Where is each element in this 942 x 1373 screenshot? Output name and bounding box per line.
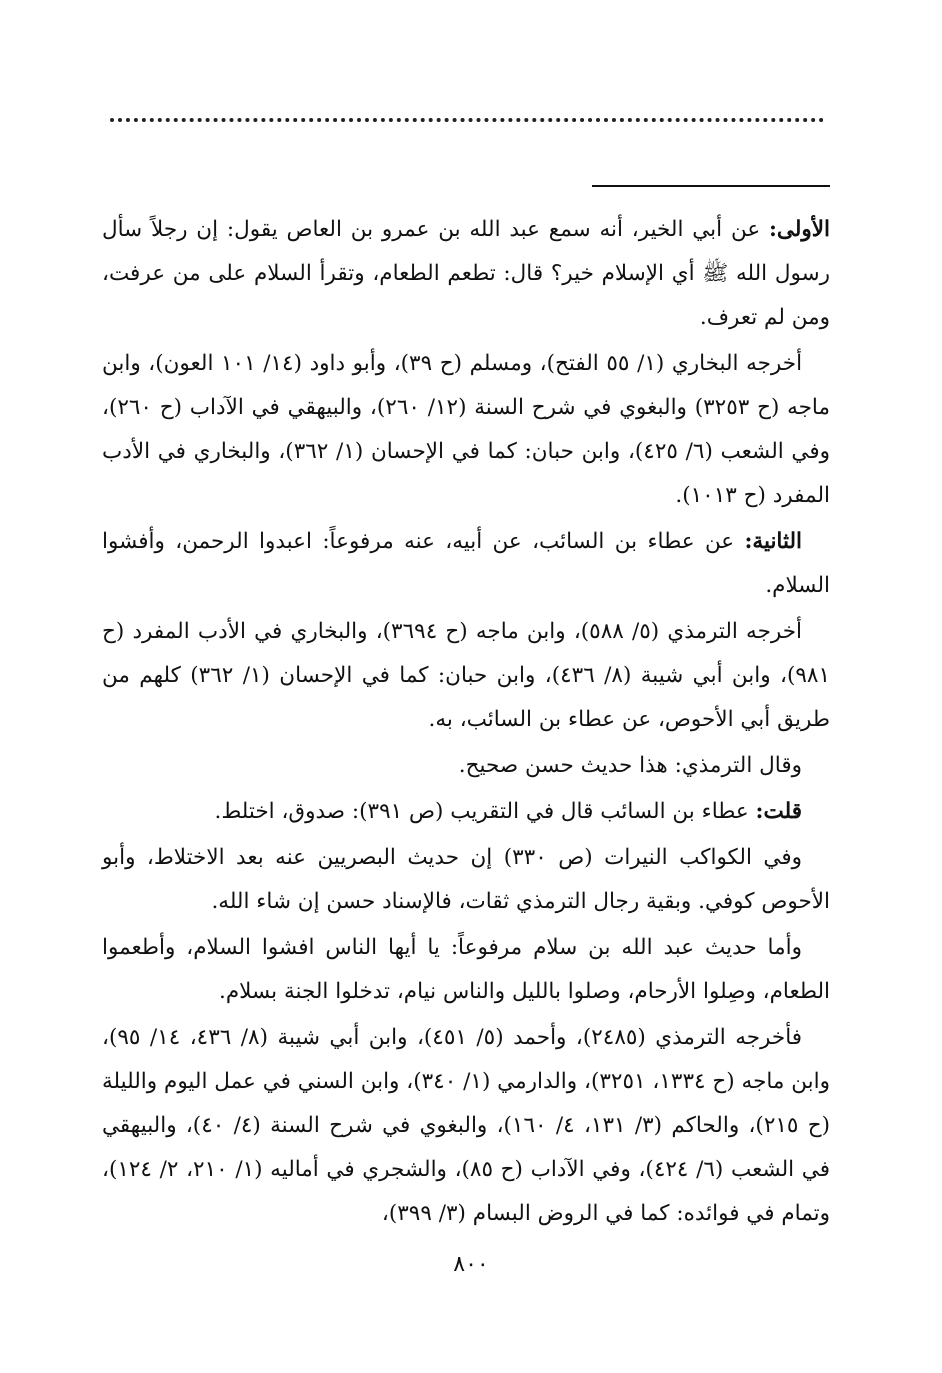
paragraph (102, 836, 830, 924)
paragraph-body: وفي الكواكب النيرات (ص ٣٣٠) إن حديث البصريين عنه بعد الاختلاط، وأبو الأحوص كوفي. وبقية رجال الترمذي ثقات، فالإسناد حسن إن شاء الله. (102, 845, 830, 914)
paragraph-lead: الأولى: (768, 217, 830, 242)
paragraph (102, 744, 830, 788)
paragraph-body: وأما حديث عبد الله بن سلام مرفوعاً: يا أيها الناس افشوا السلام، وأطعموا الطعام، وصِلوا الأرحام، وصلوا بالليل والناس نيام، تدخلوا الجنة بسلام. (102, 935, 830, 1004)
footnote-text (102, 208, 830, 1238)
paragraph-body: وقال الترمذي: هذا حديث حسن صحيح. (458, 753, 802, 778)
paragraph (102, 610, 830, 742)
footnote-rule (592, 185, 830, 187)
paragraph-body: أخرجه البخاري (١/ ٥٥ الفتح)، ومسلم (ح ٣٩)، وأبو داود (١٤/ ١٠١ العون)، وابن ماجه (ح ٣٢٥٣) والبغوي في شرح السنة (١٢/ ٢٦٠)، والبيهقي في الآداب (ح ٢٦٠)، وفي الشعب (٦/ ٤٢٥)، وابن حبان: كما في الإحسان (١/ ٣٦٢)، والبخاري في الأدب المفرد (ح ١٠١٣). (102, 351, 831, 508)
paragraph-body: عطاء بن السائب قال في التقريب (ص ٣٩١): صدوق، اختلط. (214, 799, 756, 824)
paragraph (102, 208, 830, 340)
paragraph (102, 342, 830, 518)
paragraph (102, 790, 830, 834)
paragraph-body: عن عطاء بن السائب، عن أبيه، عنه مرفوعاً: اعبدوا الرحمن، وأفشوا السلام. (102, 529, 830, 598)
paragraph (102, 926, 830, 1014)
paragraph-lead: قلت: (755, 799, 802, 824)
paragraph (102, 1016, 830, 1236)
paragraph (102, 520, 830, 608)
paragraph-lead: الثانية: (744, 529, 802, 554)
paragraph-body: عن أبي الخير، أنه سمع عبد الله بن عمرو بن العاص يقول: إن رجلاً سأل رسول الله ﷺ أي الإسلام خير؟ قال: تطعم الطعام، وتقرأ السلام على من عرفت، ومن لم تعرف. (102, 217, 830, 330)
dotted-separator (110, 118, 824, 142)
page-number: ٨٠٠ (453, 1252, 489, 1277)
paragraph-body: أخرجه الترمذي (٥/ ٥٨٨)، وابن ماجه (ح ٣٦٩٤)، والبخاري في الأدب المفرد (ح ٩٨١)، وابن أبي شيبة (٨/ ٤٣٦)، وابن حبان: كما في الإحسان (١/ ٣٦٢) كلهم من طريق أبي الأحوص، عن عطاء بن السائب، به. (102, 619, 831, 732)
paragraph-body: فأخرجه الترمذي (٢٤٨٥)، وأحمد (٥/ ٤٥١)، وابن أبي شيبة (٨/ ٤٣٦، ١٤/ ٩٥)، وابن ماجه (ح ١٣٣٤، ٣٢٥١)، والدارمي (١/ ٣٤٠)، وابن السني في عمل اليوم والليلة (ح ٢١٥)، والحاكم (٣/ ١٣١، ٤/ ١٦٠)، والبغوي في شرح السنة (٤/ ٤٠)، والبيهقي في الشعب (٦/ ٤٢٤)، وفي الآداب (ح ٨٥)، والشجري في أماليه (١/ ٢١٠، ٢/ ١٢٤)، وتمام في فوائده: كما في الروض البسام (٣/ ٣٩٩)، (102, 1025, 831, 1226)
